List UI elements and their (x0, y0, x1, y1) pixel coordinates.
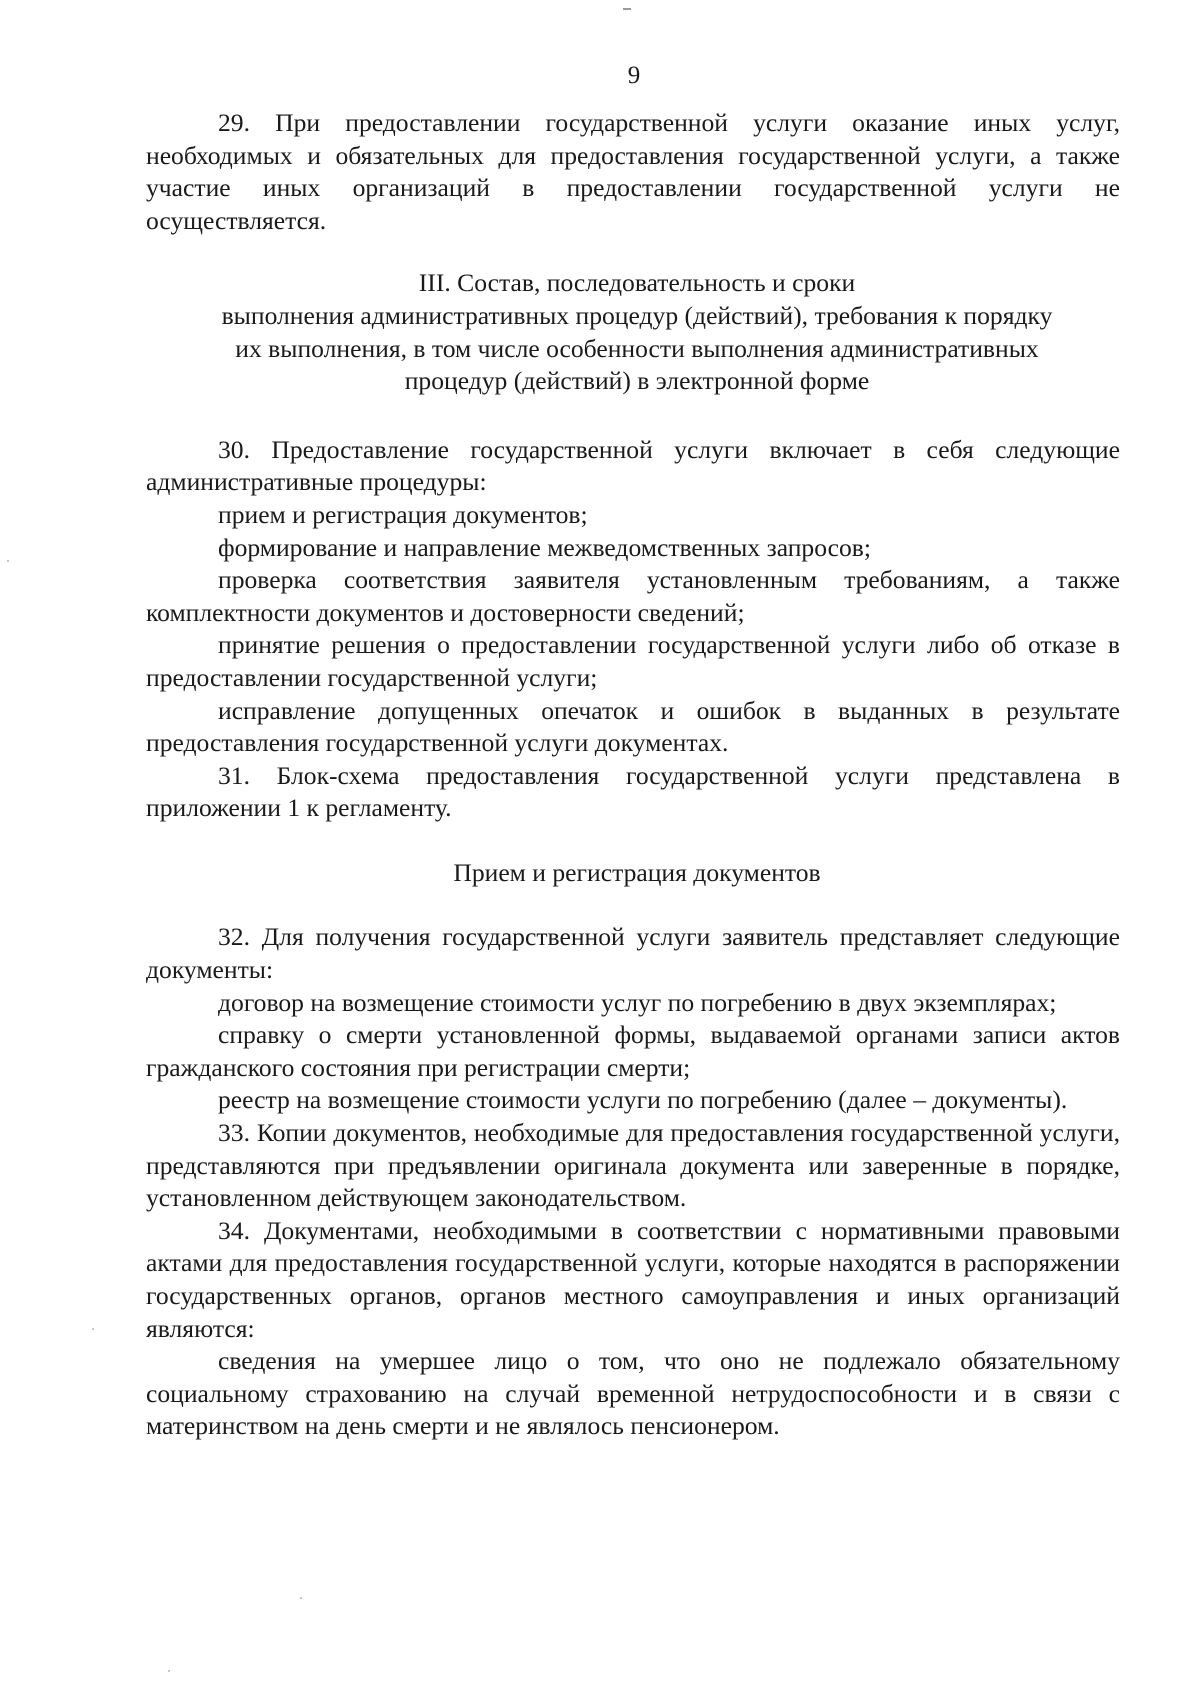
section-iii-heading (146, 267, 1120, 397)
paragraph-34: 34. Документами, необходимыми в соответствии с нормативными правовыми актами для предоставления государственной услуги, которые находятся в распоряжении государственных органов, органов местного самоуправления и иных организаций являются: (146, 1215, 1120, 1343)
procedure-item: проверка соответствия заявителя установленным требованиям, а также комплектности документов и достоверности сведений; (146, 565, 1120, 627)
scan-artifact (168, 1670, 170, 1672)
section-heading-line: их выполнения, в том числе особенности выполнения административных (235, 333, 1039, 363)
paragraph-31: 31. Блок-схема предоставления государственной услуги представлена в приложении 1 к регламенту. (146, 760, 1120, 823)
scan-artifact (7, 560, 9, 562)
section-heading-line: III. Состав, последовательность и сроки (418, 268, 856, 298)
scan-artifact (623, 8, 631, 10)
document-item: реестр на возмещение стоимости услуги по погребению (далее – документы). (218, 1085, 1068, 1115)
paragraph-34-item: сведения на умершее лицо о том, что оно не подлежало обязательному социальному страхованию на случай временной нетрудоспособности и в связи с материнством на день смерти и не являлось пенсионером. (146, 1346, 1120, 1441)
paragraph-29: 29. При предоставлении государственной услуги оказание иных услуг, необходимых и обязательных для предоставления государственной услуги, а также участие иных организаций в предоставлении государственной услуги не осуществляется. (146, 108, 1120, 235)
section-heading-line: выполнения административных процедур (действий), требования к порядку (221, 300, 1053, 330)
procedure-item: прием и регистрация документов; (218, 499, 588, 529)
procedure-item: исправление допущенных опечаток и ошибок в выданных в результате предоставления государственной услуги документах. (146, 695, 1120, 758)
scan-artifact (300, 1597, 302, 1599)
procedure-item: принятие решения о предоставлении государственной услуги либо об отказе в предоставлении государственной услуги; (146, 630, 1120, 692)
section-heading-line: процедур (действий) в электронной форме (404, 366, 870, 396)
document-item: справку о смерти установленной формы, выдаваемой органами записи актов гражданского состояния при регистрации смерти; (146, 1020, 1120, 1082)
paragraph-32: 32. Для получения государственной услуги заявитель представляет следующие документы: (146, 922, 1120, 985)
paragraph-33: 33. Копии документов, необходимые для предоставления государственной услуги, представляются при предъявлении оригинала документа или заверенные в порядке, установленном действующем законодательством. (146, 1118, 1120, 1213)
page-number: 9 (627, 62, 641, 89)
document-body (146, 107, 1120, 1443)
document-item: договор на возмещение стоимости услуг по погребению в двух экземплярах; (218, 987, 1057, 1017)
subsection-heading: Прием и регистрация документов (453, 857, 821, 887)
procedure-item: формирование и направление межведомственных запросов; (218, 532, 871, 562)
paragraph-30: 30. Предоставление государственной услуги включает в себя следующие административные процедуры: (146, 434, 1120, 497)
scan-artifact (92, 1328, 94, 1330)
